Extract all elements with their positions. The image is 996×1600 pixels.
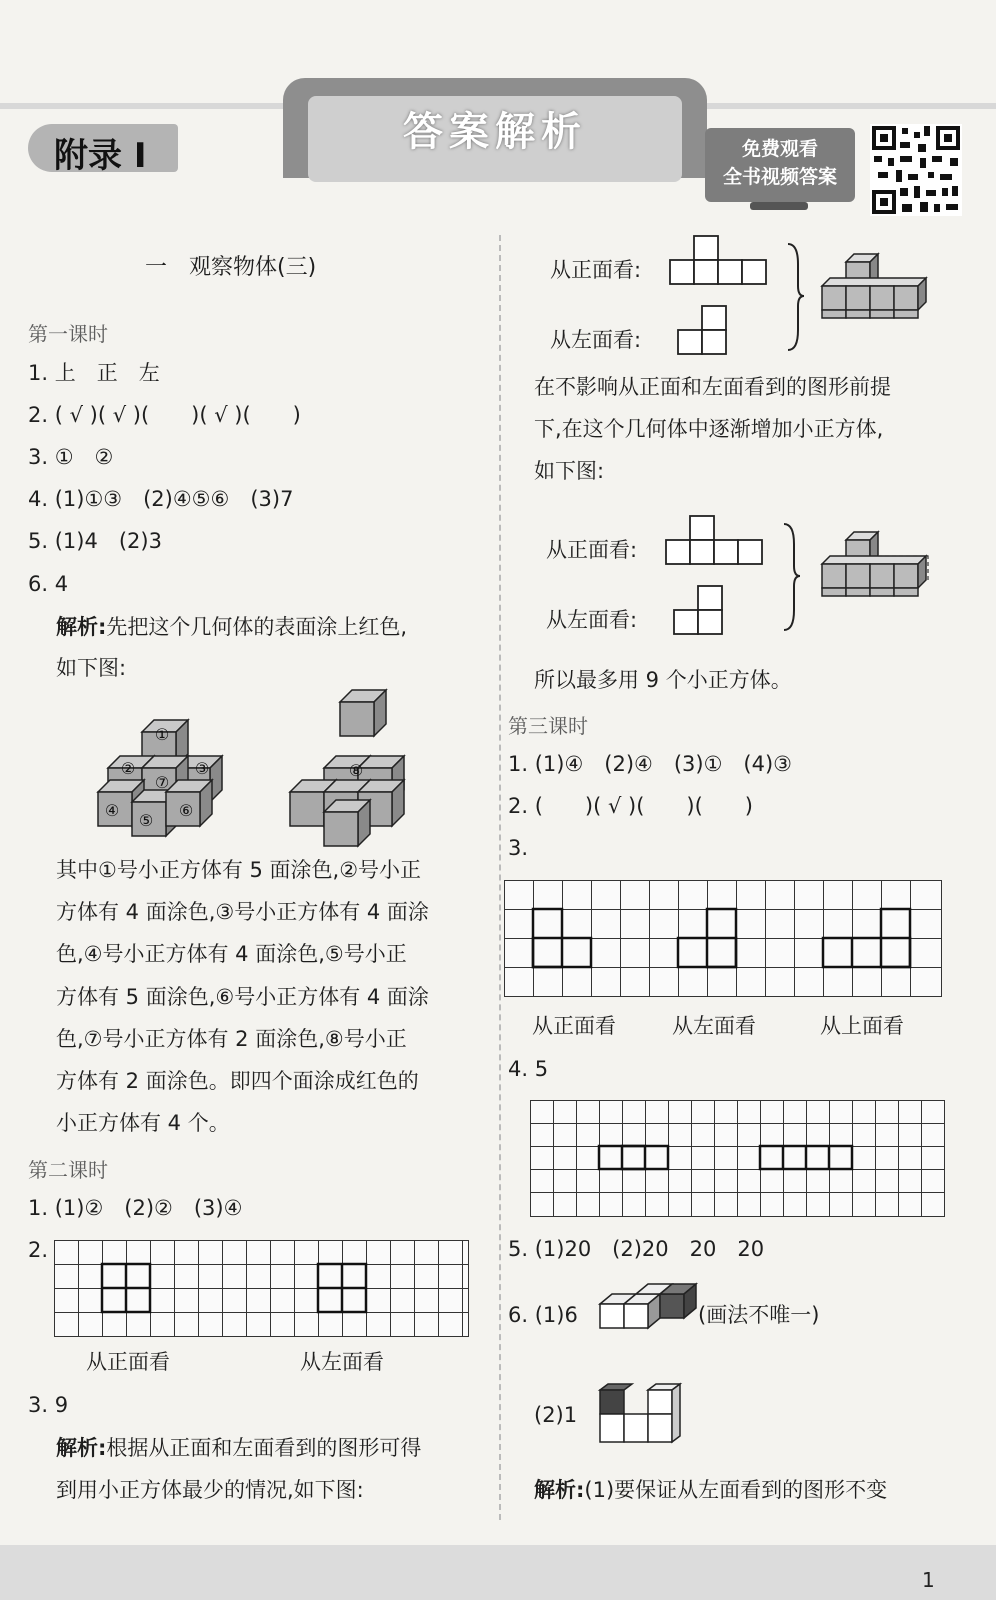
l2-q1: 1. (1)② (2)② (3)④ [28,1196,243,1220]
l1-q3: 3. ① ② [28,445,114,469]
cube-label-3: ③ [194,759,210,778]
l1-q1: 1. 上 正 左 [28,361,160,385]
r-para-3: 如下图: [534,459,605,483]
l1-q4: 4. (1)①③ (2)④⑤⑥ (3)7 [28,487,294,511]
lesson3-heading: 第三课时 [508,714,588,738]
video-line-1: 免费观看 [741,138,818,160]
lesson2-heading: 第二课时 [28,1158,108,1182]
l2-q3: 3. 9 [28,1393,69,1417]
l3-q2: 2. ( )( √ )( )( ) [508,794,753,818]
video-line-2: 全书视频答案 [722,166,837,188]
l1-para-4: 方体有 5 面涂色,⑥号小正方体有 4 面涂 [56,985,429,1009]
video-answer-label [705,135,855,191]
qr-code-icon[interactable] [870,124,962,216]
r-view-front-1: 从正面看: [550,258,642,282]
l3-q5: 5. (1)20 (2)20 20 20 [508,1237,765,1261]
l3-grid-label-top: 从上面看 [820,1014,904,1038]
l3-analysis [534,1478,887,1502]
l1-analysis-line2: 如下图: [56,656,127,680]
page-title: 答案解析 [403,109,587,155]
l1-para-3: 色,④号小正方体有 4 面涂色,⑤号小正 [56,942,407,966]
chapter-title: 一 观察物体(三) [145,255,317,280]
l3-q4-grid [530,1100,946,1218]
cube-label-5: ⑤ [138,811,154,830]
analysis-text: 根据从正面和左面看到的图形可得 [106,1436,422,1460]
analysis-text: (1)要保证从左面看到的图形不变 [584,1478,888,1502]
l2-analysis-line2: 到用小正方体最少的情况,如下图: [56,1478,364,1502]
r-para-1: 在不影响从正面和左面看到的图形前提 [534,375,891,399]
appendix-tag-label: 附录 I [54,136,147,176]
views-figure-2 [666,514,936,636]
lesson1-heading: 第一课时 [28,322,108,346]
l3-grid-label-left: 从左面看 [672,1014,756,1038]
l1-q6: 6. 4 [28,572,69,596]
l3-q6: 6. (1)6 [508,1303,578,1327]
l1-q2: 2. ( √ )( √ )( )( √ )( ) [28,403,301,427]
l3-q4: 4. 5 [508,1057,549,1081]
l3-q6-2: (2)1 [534,1403,578,1427]
l3-q3-num: 3. [508,836,529,860]
r-conclusion: 所以最多用 9 个小正方体。 [534,668,792,692]
l2-q2-num: 2. [28,1238,49,1262]
page-number: 1 [922,1568,935,1592]
r-view-left-1: 从左面看: [550,328,642,352]
l3-q6-cubes [598,1288,698,1338]
l2-q2-grid [54,1240,470,1338]
r-view-front-2: 从正面看: [546,538,638,562]
l1-para-6: 方体有 2 面涂色。即四个面涂成红色的 [56,1069,419,1093]
r-para-2: 下,在这个几何体中逐渐增加小正方体, [534,417,884,441]
column-divider [499,235,501,1520]
analysis-label: 解析: [56,615,107,639]
cube-label-6: ⑥ [178,801,194,820]
l1-para-1: 其中①号小正方体有 5 面涂色,②号小正 [56,858,422,882]
l3-q6-note: (画法不唯一) [698,1303,820,1327]
views-figure-1 [670,234,940,356]
l3-grid-label-front: 从正面看 [532,1014,616,1038]
cube-label-1: ① [154,725,170,744]
l2-grid-label-left: 从左面看 [300,1350,384,1374]
l2-analysis [56,1436,421,1460]
l3-q6-2-cubes [594,1378,694,1450]
cube-label-8: ⑧ [348,761,364,780]
r-view-left-2: 从左面看: [546,608,638,632]
cube-label-7: ⑦ [154,773,170,792]
l1-para-7: 小正方体有 4 个。 [56,1111,230,1135]
cube-label-2: ② [120,759,136,778]
analysis-text: 先把这个几何体的表面涂上红色, [106,615,408,639]
l3-q1: 1. (1)④ (2)④ (3)① (4)③ [508,752,793,776]
analysis-label: 解析: [56,1436,107,1460]
monitor-stand-icon [750,202,808,210]
analysis-label: 解析: [534,1478,585,1502]
l1-para-2: 方体有 4 面涂色,③号小正方体有 4 面涂 [56,900,429,924]
l1-para-5: 色,⑦号小正方体有 2 面涂色,⑧号小正 [56,1027,407,1051]
cube-label-4: ④ [104,801,120,820]
l3-q3-grid [504,880,944,998]
l2-grid-label-front: 从正面看 [86,1350,170,1374]
l1-q5: 5. (1)4 (2)3 [28,529,162,553]
painted-cubes-figure [90,690,440,850]
page-footer [0,1545,996,1600]
l1-analysis [56,615,407,639]
